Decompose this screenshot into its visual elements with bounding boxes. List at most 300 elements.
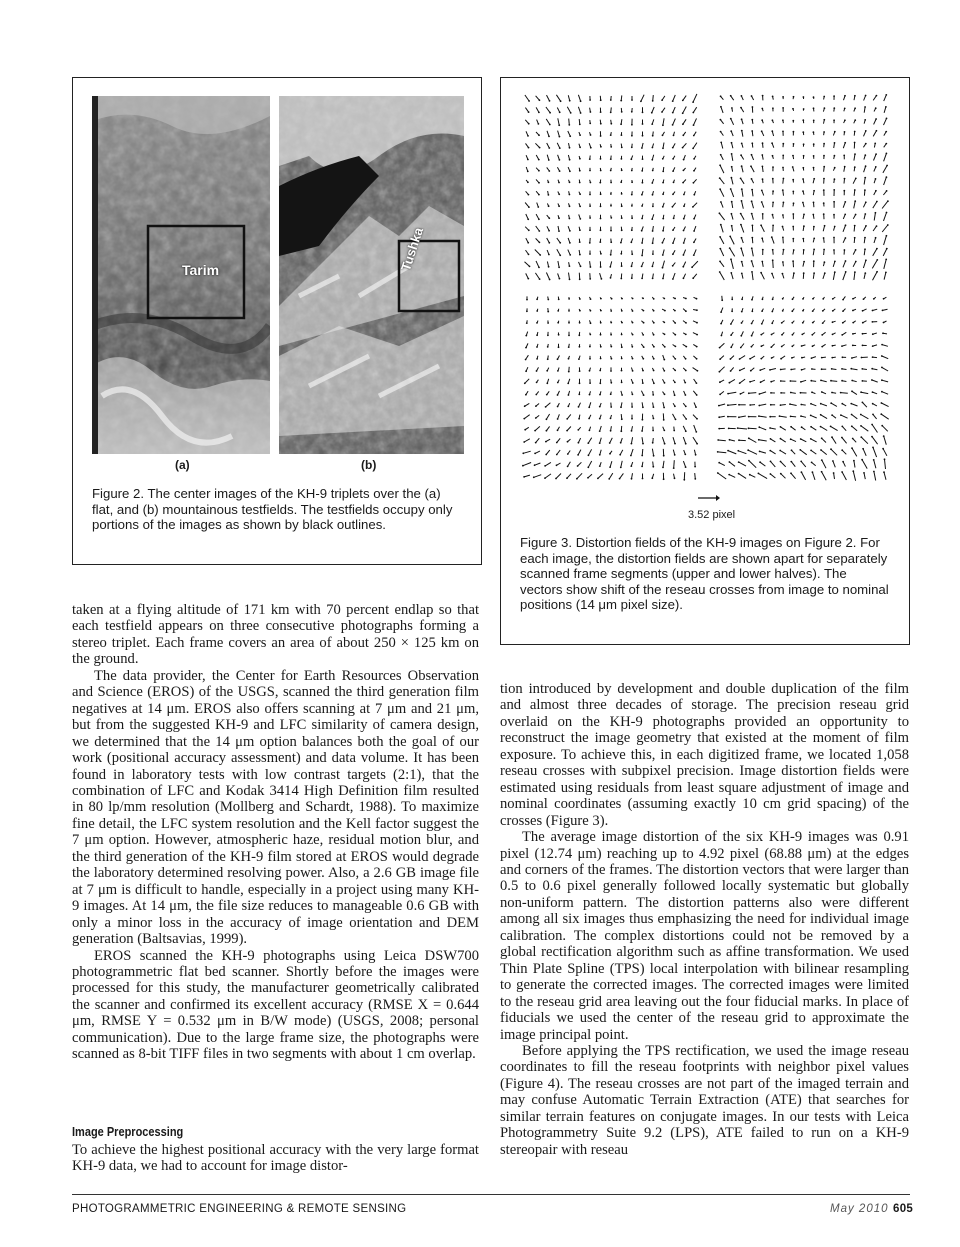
distortion-vector-head xyxy=(842,299,844,301)
distortion-vector-head xyxy=(528,206,530,208)
distortion-vector xyxy=(882,345,888,347)
distortion-vector-head xyxy=(558,193,560,195)
distortion-vector-head xyxy=(640,100,642,102)
distortion-vector-head xyxy=(741,237,743,239)
distortion-vector-head xyxy=(569,218,571,220)
distortion-vector-head xyxy=(821,471,823,473)
distortion-vector-head xyxy=(642,112,644,114)
distortion-vector-head xyxy=(771,142,773,144)
distortion-vector-head xyxy=(851,390,853,392)
distortion-vector-head xyxy=(685,466,687,468)
distortion-vector xyxy=(752,190,753,197)
distortion-vector-head xyxy=(727,416,729,418)
distortion-vector-head xyxy=(579,170,581,172)
distortion-vector-head xyxy=(589,346,591,348)
distortion-vector-head xyxy=(844,119,846,121)
distortion-vector xyxy=(759,392,766,394)
distortion-vector xyxy=(545,462,551,466)
distortion-vector-head xyxy=(621,346,623,348)
distortion-vector-head xyxy=(589,123,591,125)
distortion-vector-head xyxy=(599,382,601,384)
distortion-vector-head xyxy=(557,382,559,384)
distortion-vector xyxy=(738,428,747,429)
distortion-vector xyxy=(884,436,887,445)
distortion-vector-head xyxy=(811,391,813,393)
distortion-vector-head xyxy=(855,261,857,263)
distortion-vector-head xyxy=(620,123,622,125)
distortion-vector-head xyxy=(642,419,644,421)
distortion-vector-head xyxy=(881,402,883,404)
distortion-vector xyxy=(842,438,847,444)
distortion-vector xyxy=(882,380,888,382)
distortion-vector-head xyxy=(652,100,654,102)
distortion-vector-head xyxy=(740,107,742,109)
distortion-vector-head xyxy=(852,470,854,472)
distortion-vector-head xyxy=(568,310,570,312)
distortion-vector-head xyxy=(834,261,836,263)
distortion-vector xyxy=(546,414,549,419)
distortion-vector-head xyxy=(568,322,570,324)
distortion-vector-head xyxy=(834,167,836,169)
distortion-vector-head xyxy=(538,230,540,232)
distortion-vector-head xyxy=(682,134,684,136)
distortion-vector-head xyxy=(641,147,643,149)
distortion-vector-head xyxy=(621,418,623,420)
distortion-vector-head xyxy=(664,382,666,384)
distortion-vector-head xyxy=(830,402,832,404)
distortion-vector xyxy=(738,451,746,454)
distortion-vector-head xyxy=(651,112,653,114)
distortion-vector xyxy=(578,107,580,113)
distortion-vector xyxy=(864,178,865,185)
distortion-vector xyxy=(831,381,837,382)
distortion-vector-head xyxy=(800,438,802,440)
distortion-vector xyxy=(558,131,560,137)
distortion-vector-head xyxy=(559,159,561,161)
distortion-vector-head xyxy=(557,418,559,420)
distortion-vector-head xyxy=(823,131,825,133)
distortion-vector xyxy=(683,107,687,114)
distortion-vector-head xyxy=(527,159,529,161)
distortion-vector-head xyxy=(523,418,525,420)
distortion-vector-head xyxy=(792,213,794,215)
distortion-vector-head xyxy=(621,370,623,372)
distortion-vector-head xyxy=(673,135,675,137)
distortion-vector-head xyxy=(568,335,570,337)
distortion-vector-head xyxy=(599,465,601,467)
distortion-vector-head xyxy=(751,200,753,202)
distortion-vector-head xyxy=(845,260,847,262)
distortion-vector-head xyxy=(621,382,623,384)
distortion-vector-head xyxy=(664,310,666,312)
distortion-vector xyxy=(523,463,531,466)
distortion-vector-head xyxy=(547,358,549,360)
distortion-vector-head xyxy=(641,430,643,432)
distortion-vector-head xyxy=(621,217,623,219)
distortion-vector-head xyxy=(799,449,801,451)
distortion-vector xyxy=(569,119,570,125)
distortion-vector-head xyxy=(803,155,805,157)
distortion-vector-head xyxy=(823,178,825,180)
distortion-vector xyxy=(742,189,743,197)
figure-2b-image xyxy=(279,96,464,454)
distortion-vector-head xyxy=(674,358,676,360)
distortion-vector-head xyxy=(771,334,773,336)
footer-date: May 2010 xyxy=(830,1203,889,1215)
distortion-vector-head xyxy=(727,404,729,406)
distortion-vector xyxy=(884,236,887,245)
distortion-vector-head xyxy=(566,477,568,479)
distortion-vector-head xyxy=(557,358,559,360)
distortion-vector xyxy=(760,462,765,466)
distortion-vector-head xyxy=(662,254,664,256)
distortion-vector-head xyxy=(883,322,885,324)
distortion-vector-head xyxy=(534,464,536,466)
distortion-vector-head xyxy=(720,131,722,133)
distortion-vector xyxy=(750,475,756,478)
distortion-vector-head xyxy=(683,254,685,256)
distortion-vector-head xyxy=(761,323,763,325)
distortion-vector xyxy=(834,473,835,479)
distortion-vector-head xyxy=(792,238,794,240)
distortion-vector-head xyxy=(556,442,558,444)
distortion-vector-head xyxy=(813,167,815,169)
distortion-vector xyxy=(693,107,696,112)
distortion-vector xyxy=(610,461,612,467)
distortion-vector-head xyxy=(534,430,536,432)
distortion-vector xyxy=(718,440,726,441)
distortion-vector xyxy=(852,426,857,431)
distortion-vector-head xyxy=(642,298,644,300)
distortion-vector xyxy=(730,236,734,244)
distortion-vector-head xyxy=(855,178,857,180)
distortion-vector-head xyxy=(824,272,826,274)
distortion-vector-head xyxy=(771,357,773,359)
distortion-vector-head xyxy=(579,241,581,243)
distortion-vector-head xyxy=(813,260,815,262)
distortion-vector xyxy=(693,143,697,149)
distortion-vector xyxy=(720,189,724,197)
distortion-vector xyxy=(545,474,551,478)
right-paragraph-1: tion introduced by development and double duplication of the film and almost three decades of storage. The precision reseau grid overlaid on the KH-9 photographs provided an opportunity to reconstruct the image geometry that existed at the moment of film exposure. To achieve this, in each digitized frame, we located 1,058 reseau crosses with subpixel precision. Image distortion fields were estimated using residuals from least square adjustment of image and nominal coordinates (assuming exactly 10 cm grid spacing) of the crosses (Figure 3). xyxy=(500,681,909,829)
distortion-vector-head xyxy=(841,403,843,405)
distortion-vector-head xyxy=(631,135,633,137)
distortion-vector-head xyxy=(886,235,888,237)
distortion-vector-head xyxy=(803,143,805,145)
distortion-vector-head xyxy=(770,404,772,406)
distortion-vector-head xyxy=(621,322,623,324)
distortion-vector-head xyxy=(693,218,695,220)
distortion-vector-head xyxy=(792,191,794,193)
distortion-vector-head xyxy=(728,428,730,430)
distortion-vector-head xyxy=(548,159,550,161)
distortion-vector-head xyxy=(610,346,612,348)
distortion-vector-head xyxy=(528,229,530,231)
distortion-vector-head xyxy=(600,346,602,348)
distortion-vector xyxy=(752,261,754,267)
distortion-vector-head xyxy=(609,266,611,268)
distortion-vector-head xyxy=(719,212,721,214)
distortion-vector-head xyxy=(876,271,878,273)
distortion-vector-head xyxy=(579,229,581,231)
distortion-vector xyxy=(558,261,559,267)
distortion-vector-head xyxy=(567,453,569,455)
distortion-vector xyxy=(652,449,653,456)
distortion-vector-head xyxy=(662,147,664,149)
distortion-vector-head xyxy=(548,266,550,268)
distortion-vector-head xyxy=(693,135,695,137)
distortion-vector xyxy=(749,438,757,442)
distortion-vector-head xyxy=(855,249,857,251)
distortion-vector-head xyxy=(881,425,883,427)
distortion-vector-head xyxy=(781,322,783,324)
distortion-vector-head xyxy=(824,107,826,109)
distortion-vector-head xyxy=(741,118,743,120)
distortion-vector-head xyxy=(862,310,864,312)
distortion-vector-head xyxy=(717,451,719,453)
distortion-vector-head xyxy=(769,427,771,429)
distortion-vector-head xyxy=(682,112,684,114)
distortion-vector xyxy=(642,249,643,255)
distortion-vector-head xyxy=(792,226,794,228)
distortion-vector-head xyxy=(653,370,655,372)
distortion-vector-head xyxy=(600,253,602,255)
distortion-vector-head xyxy=(750,370,752,372)
distortion-vector-head xyxy=(620,100,622,102)
distortion-vector-head xyxy=(549,279,551,281)
right-paragraph-2: The average image distortion of the six KH-9 images was 0.91 pixel (12.74 μm) reaching up to 4.92 pixel (68.88 μm) at the edges and corners of the frames. The distortion vectors that were larger than 0.5 to 0.6 pixel generally followed locally systematic but globally non-uniform pattern. The distortion patterns also were different among all six images thus emphasizing the need for individual image calibration. The complex distortions could not be removed by a global rectification algorithm such as affine transformation. We used Thin Plate Spline (TPS) local interpolation with bilinear resampling to generate the corrected images. The corrected images were limited to the reseau grid area leaving out the four fiducial marks. In place of fiducials we used the center of the reseau grid to approximate the image principal point. xyxy=(500,829,909,1043)
distortion-vector-head xyxy=(740,178,742,180)
distortion-vector-head xyxy=(674,310,676,312)
distortion-vector-head xyxy=(731,310,733,312)
distortion-vector-head xyxy=(872,391,874,393)
distortion-vector-head xyxy=(887,200,889,202)
distortion-vector-head xyxy=(589,253,591,255)
left-paragraph-4: To achieve the highest positional accuracy with the very large format KH-9 data, we had to account for image distor- xyxy=(72,1142,479,1175)
distortion-vector-head xyxy=(793,249,795,251)
distortion-vector-head xyxy=(538,182,540,184)
distortion-vector xyxy=(742,201,744,209)
distortion-vector-head xyxy=(719,381,721,383)
distortion-vector-head xyxy=(718,405,720,407)
distortion-vector-head xyxy=(522,465,524,467)
distortion-vector-head xyxy=(720,201,722,203)
tarim-label: Tarim xyxy=(182,262,220,278)
distortion-vector-head xyxy=(748,427,750,429)
distortion-vector xyxy=(631,437,632,443)
distortion-vector xyxy=(884,213,887,221)
distortion-vector-head xyxy=(883,435,885,437)
distortion-vector-head xyxy=(762,95,764,97)
distortion-vector xyxy=(720,178,725,184)
distortion-vector xyxy=(770,369,776,370)
distortion-vector-head xyxy=(792,155,794,157)
distortion-vector-head xyxy=(577,465,579,467)
distortion-vector-head xyxy=(731,142,733,144)
distortion-vector-head xyxy=(696,418,698,420)
distortion-vector-head xyxy=(792,166,794,168)
distortion-vector-head xyxy=(685,406,687,408)
distortion-vector-head xyxy=(843,190,845,192)
distortion-vector-head xyxy=(861,368,863,370)
distortion-vector-head xyxy=(534,453,536,455)
distortion-vector-head xyxy=(662,278,664,280)
distortion-vector-head xyxy=(751,260,753,262)
distortion-vector-head xyxy=(772,202,774,204)
distortion-vector-head xyxy=(720,106,722,108)
distortion-vector-head xyxy=(875,212,877,214)
distortion-vector-head xyxy=(769,450,771,452)
distortion-vector-head xyxy=(621,229,623,231)
distortion-vector-head xyxy=(885,106,887,108)
right-paragraph-3: Before applying the TPS rectification, we used the image reseau coordinates to fill the reseau footprints with neighbor pixel values (Figure 4). The reseau crosses are not part of the imaged terrain and may confuse Automatic Terrain Extraction (ATE) that searches for similar terrain features on conjugate images. In our tests with Leica Photogrammetry Suite 9.2 (LPS), ATE failed to run on a KH-9 stereopair with reseau xyxy=(500,1042,909,1158)
distortion-vector-head xyxy=(674,405,676,407)
distortion-vector-head xyxy=(881,391,883,393)
figure-2-box xyxy=(72,77,482,565)
distortion-vector-head xyxy=(569,159,571,161)
distortion-vector-head xyxy=(610,406,612,408)
distortion-vector-head xyxy=(546,370,548,372)
panel-label-a: (a) xyxy=(175,458,190,472)
distortion-vector-head xyxy=(812,310,814,312)
distortion-vector-head xyxy=(876,259,878,261)
distortion-vector-head xyxy=(822,310,824,312)
distortion-vector-head xyxy=(610,393,612,395)
distortion-vector-head xyxy=(663,359,665,361)
distortion-vector-head xyxy=(864,237,866,239)
distortion-vector-head xyxy=(730,358,732,360)
distortion-vector-head xyxy=(528,254,530,256)
distortion-vector-head xyxy=(620,242,622,244)
distortion-vector-head xyxy=(672,253,674,255)
distortion-vector-head xyxy=(569,242,571,244)
distortion-vector-head xyxy=(813,155,815,157)
distortion-vector-head xyxy=(769,369,771,371)
distortion-vector-head xyxy=(871,436,873,438)
distortion-vector-head xyxy=(824,261,826,263)
distortion-vector-head xyxy=(872,321,874,323)
distortion-vector xyxy=(721,142,723,148)
distortion-vector-head xyxy=(674,370,676,372)
distortion-vector-head xyxy=(740,335,742,337)
distortion-vector-head xyxy=(528,194,530,196)
distortion-vector-head xyxy=(823,189,825,191)
distortion-vector xyxy=(631,449,633,456)
distortion-vector-head xyxy=(579,310,581,312)
distortion-vector-head xyxy=(600,310,602,312)
distortion-vector-head xyxy=(855,214,857,216)
distortion-vector xyxy=(884,259,886,269)
distortion-vector-head xyxy=(548,136,550,138)
distortion-vector-head xyxy=(568,298,570,300)
distortion-vector-head xyxy=(864,272,866,274)
distortion-vector xyxy=(780,451,786,455)
distortion-vector xyxy=(881,414,888,419)
distortion-vector xyxy=(729,462,735,466)
distortion-vector-head xyxy=(692,148,694,150)
distortion-vector-head xyxy=(823,202,825,204)
distortion-vector-head xyxy=(737,450,739,452)
distortion-vector xyxy=(882,426,888,432)
distortion-vector xyxy=(536,261,539,268)
distortion-vector xyxy=(588,449,591,455)
distortion-vector-head xyxy=(651,159,653,161)
distortion-vector-head xyxy=(810,426,812,428)
distortion-vector-head xyxy=(682,123,684,125)
distortion-vector-head xyxy=(683,218,685,220)
distortion-vector-head xyxy=(683,159,685,161)
distortion-vector-head xyxy=(642,382,644,384)
distortion-vector-head xyxy=(538,267,540,269)
distortion-vector-head xyxy=(631,253,633,255)
distortion-vector-head xyxy=(751,335,753,337)
distortion-vector-head xyxy=(780,461,782,463)
distortion-vector-head xyxy=(588,406,590,408)
distortion-vector-head xyxy=(780,438,782,440)
distortion-vector-head xyxy=(854,95,856,97)
distortion-vector xyxy=(759,427,766,430)
distortion-vector-head xyxy=(751,142,753,144)
distortion-vector-head xyxy=(664,443,666,445)
distortion-vector xyxy=(761,273,764,280)
figure-2a-image xyxy=(92,96,270,454)
distortion-vector-head xyxy=(865,143,867,145)
distortion-vector-head xyxy=(570,112,572,114)
distortion-vector-head xyxy=(863,472,865,474)
distortion-vector xyxy=(742,131,743,137)
distortion-vector-head xyxy=(528,111,530,113)
distortion-vector-head xyxy=(802,119,804,121)
distortion-vector-head xyxy=(884,458,886,460)
distortion-vector-head xyxy=(730,258,732,260)
distortion-vector-head xyxy=(682,100,684,102)
distortion-vector-head xyxy=(772,178,774,180)
distortion-vector-head xyxy=(850,368,852,370)
distortion-vector-head xyxy=(821,391,823,393)
distortion-vector-head xyxy=(718,416,720,418)
distortion-vector-head xyxy=(740,224,742,226)
distortion-vector xyxy=(525,379,529,384)
distortion-vector-head xyxy=(674,394,676,396)
distortion-vector-head xyxy=(579,298,581,300)
distortion-vector xyxy=(719,463,725,466)
distortion-vector-head xyxy=(653,455,655,457)
distortion-vector-head xyxy=(539,254,541,256)
distortion-vector xyxy=(758,473,767,478)
distortion-vector-head xyxy=(782,189,784,191)
distortion-vector-head xyxy=(770,381,772,383)
distortion-vector xyxy=(821,415,827,419)
distortion-vector-head xyxy=(579,206,581,208)
distortion-vector-head xyxy=(752,225,754,227)
distortion-vector xyxy=(535,143,539,147)
distortion-vector-head xyxy=(587,477,589,479)
distortion-vector-head xyxy=(632,310,634,312)
distortion-vector-head xyxy=(589,205,591,207)
distortion-vector-head xyxy=(780,473,782,475)
distortion-vector xyxy=(843,272,846,280)
distortion-vector-head xyxy=(610,193,612,195)
distortion-vector-head xyxy=(717,439,719,441)
distortion-vector xyxy=(731,119,734,125)
distortion-vector-head xyxy=(719,236,721,238)
distortion-vector xyxy=(790,404,797,405)
distortion-vector-head xyxy=(854,119,856,121)
distortion-vector-head xyxy=(844,108,846,110)
distortion-vector-head xyxy=(683,205,685,207)
distortion-vector-head xyxy=(720,311,722,313)
distortion-vector-head xyxy=(601,278,603,280)
